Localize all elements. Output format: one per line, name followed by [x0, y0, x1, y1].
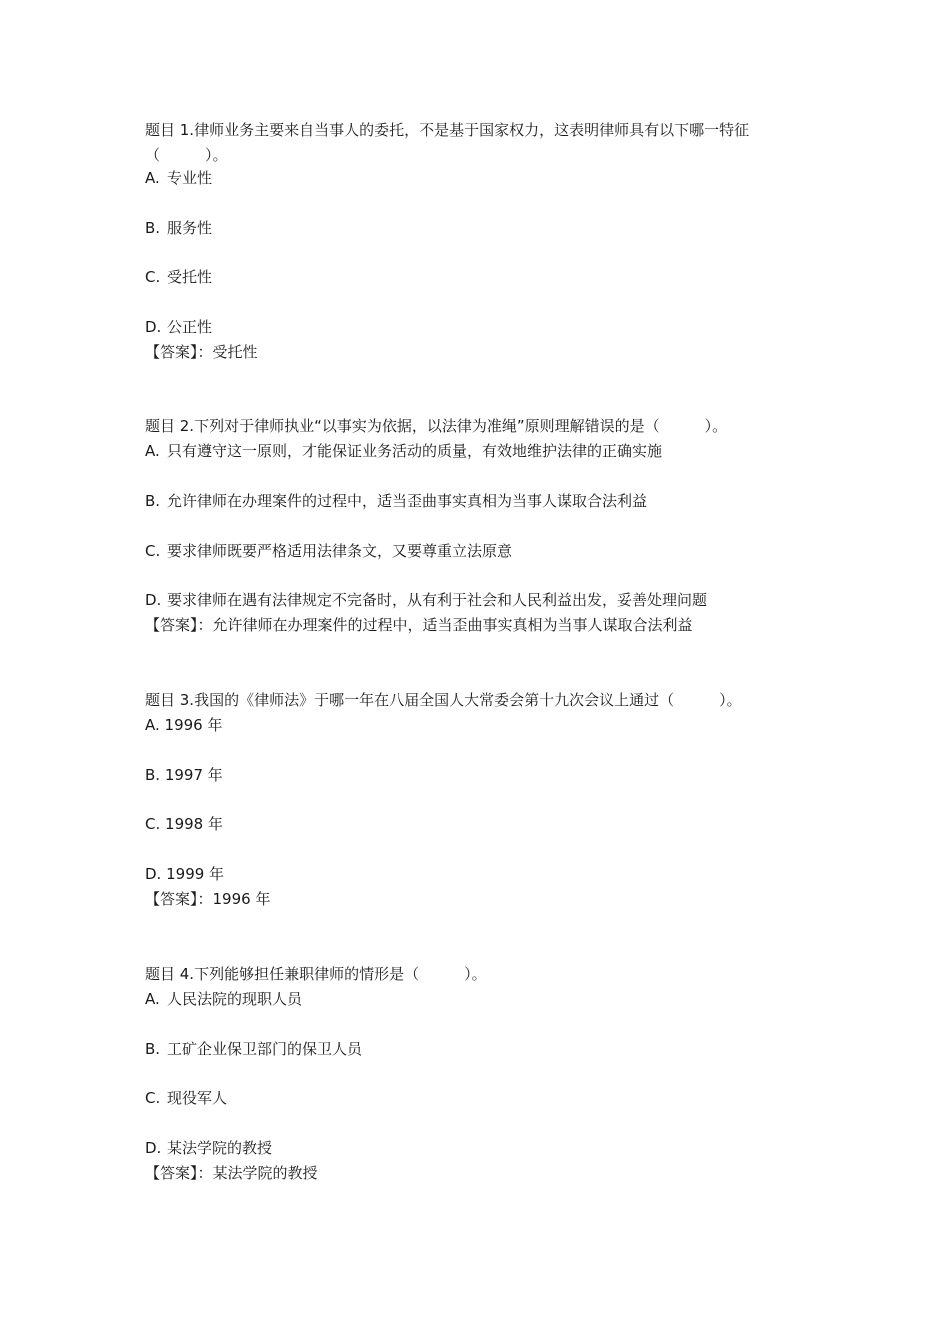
option-c [145, 541, 512, 561]
option-text: 1997 年 [164, 766, 223, 784]
option-text: 要求律师既要严格适用法律条文，又要尊重立法原意 [167, 542, 513, 560]
option-text: 1999 年 [166, 865, 225, 883]
option-a [145, 715, 223, 735]
answer-label: 【答案】： [145, 890, 213, 908]
option-letter: C. [145, 542, 161, 560]
option-text: 现役军人 [167, 1089, 228, 1107]
option-text: 1996 年 [164, 716, 223, 734]
answer-text: 某法学院的教授 [212, 1164, 318, 1182]
option-letter: B. [145, 492, 161, 510]
option-a [145, 441, 662, 461]
answer-text: 受托性 [212, 343, 258, 361]
option-c [145, 814, 223, 834]
option-text: 受托性 [167, 268, 213, 286]
option-text: 某法学院的教授 [167, 1139, 273, 1157]
option-letter: B. [145, 766, 161, 784]
option-letter: D. [145, 318, 162, 336]
option-text: 服务性 [167, 219, 213, 237]
option-d [145, 864, 224, 884]
answer-text: 允许律师在办理案件的过程中，适当歪曲事实真相为当事人谋取合法利益 [212, 616, 693, 634]
option-letter: C. [145, 815, 161, 833]
answer-label: 【答案】： [145, 343, 213, 361]
option-a [145, 168, 212, 188]
option-text: 1998 年 [165, 815, 223, 833]
option-d [145, 1138, 272, 1158]
option-letter: A. [145, 442, 160, 460]
option-text: 只有遵守这一原则，才能保证业务活动的质量，有效地维护法律的正确实施 [167, 442, 663, 460]
answer-text: 1996 年 [212, 890, 271, 908]
option-text: 工矿企业保卫部门的保卫人员 [167, 1040, 363, 1058]
answer-line [145, 615, 693, 635]
option-text: 人民法院的现职人员 [167, 990, 303, 1008]
option-b [145, 491, 647, 511]
answer-label: 【答案】： [145, 616, 213, 634]
option-letter: D. [145, 1139, 162, 1157]
question-stem: 题目 3.我国的《律师法》于哪一年在八届全国人大常委会第十九次会议上通过（ ）。 [145, 691, 742, 709]
option-b [145, 1039, 362, 1059]
question-stem: 题目 4.下列能够担任兼职律师的情形是（ ）。 [145, 965, 487, 983]
option-c [145, 267, 212, 287]
answer-label: 【答案】： [145, 1164, 213, 1182]
option-b [145, 218, 212, 238]
option-letter: A. [145, 990, 160, 1008]
question-stem: 题目 2.下列对于律师执业“以事实为依据，以法律为准绳”原则理解错误的是（ ）。 [145, 417, 728, 435]
option-letter: C. [145, 1089, 161, 1107]
option-letter: A. [145, 169, 160, 187]
option-text: 允许律师在办理案件的过程中，适当歪曲事实真相为当事人谋取合法利益 [167, 492, 648, 510]
option-d [145, 590, 707, 610]
option-letter: B. [145, 1040, 161, 1058]
option-a [145, 989, 302, 1009]
option-letter: B. [145, 219, 161, 237]
question-stem: 题目 1.律师业务主要来自当事人的委托，不是基于国家权力，这表明律师具有以下哪一特征（ ）。 [145, 121, 750, 164]
option-letter: D. [145, 591, 162, 609]
option-text: 公正性 [167, 318, 213, 336]
option-text: 要求律师在遇有法律规定不完备时，从有利于社会和人民利益出发，妥善处理问题 [167, 591, 708, 609]
answer-line [145, 889, 270, 909]
option-d [145, 317, 212, 337]
option-letter: D. [145, 865, 162, 883]
option-letter: A. [145, 716, 160, 734]
option-b [145, 765, 223, 785]
answer-line [145, 342, 258, 362]
option-text: 专业性 [167, 169, 213, 187]
option-c [145, 1088, 227, 1108]
option-letter: C. [145, 268, 161, 286]
answer-line [145, 1163, 318, 1183]
